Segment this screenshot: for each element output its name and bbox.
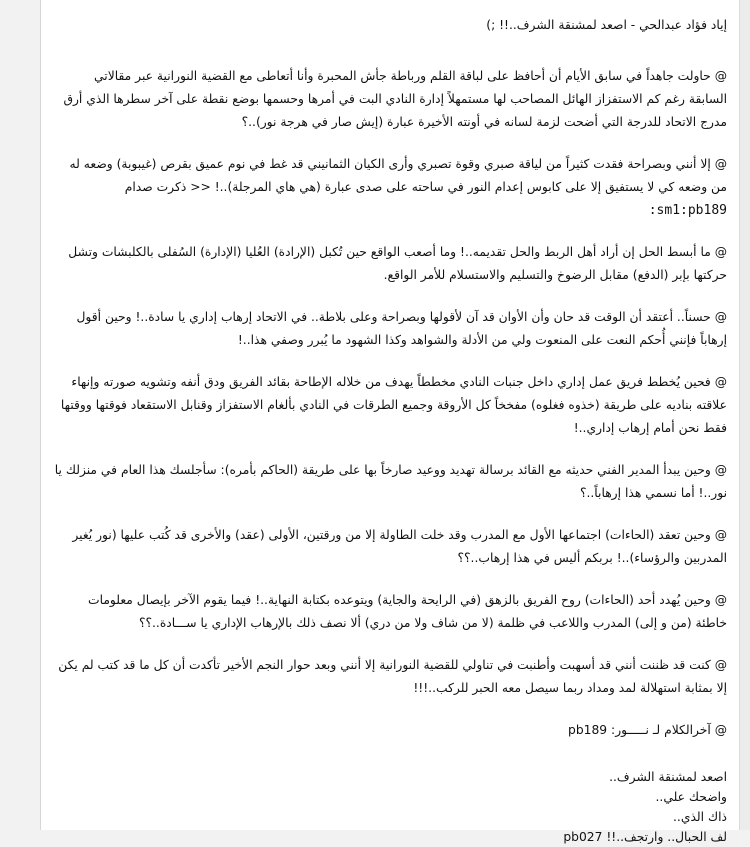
- post-title: إياد فؤاد عبدالحي - اصعد لمشنقة الشرف..!! ;): [486, 18, 727, 32]
- paragraph-3: @ ما أبسط الحل إن أراد أهل الربط والحل تقديمه..! وما أصعب الواقع حين تُكبل (الإرادة) العُليا (الإدارة) السُفلى بالكلبشات وتشل حركتها بإبر (الدفع) مقابل الرضوخ والتسليم والاستسلام للأمر الواقع.: [68, 245, 727, 282]
- paragraph-8: @ وحين يُهدد أحد (الحاءات) روح الفريق بالزهق (في الرايحة والجاية) ويتوعده بكتابة النهاية..! فيما يقوم الآخر بإيصال معلومات خاطئة (من و إلى) المدرب واللاعب في ظلمة (لا من شاف ولا من دري) ألا نصف ذلك بالإرهاب الإداري يا ســـادة..؟؟: [88, 593, 727, 630]
- signoff-line-3: ذاك الذي..: [673, 810, 727, 824]
- paragraph-2-text: @ إلا أنني وبصراحة فقدت كثيراً من لياقة صبري وقوة تصبري وأرى الكيان الثمانيني قد غط في نوم عميق بقرص (غيبوبة) وضعه له من وضعه كي لا يستفيق إلا على كابوس إعدام النور في ساحته على صدى عبارة (هي هاي المرجلة)..! << ذكرت صدام: [69, 157, 727, 194]
- paragraph-6: @ وحين يبدأ المدير الفني حديثه مع القائد برسالة تهديد ووعيد صارخاً بها على طريقة (الحاكم بأمره): سأجلسك هذا العام في منزلك يا نور..! أما نسمي هذا إرهاباً..؟: [54, 463, 727, 500]
- paragraph-9: @ كنت قد ظننت أنني قد أسهبت وأطنبت في تناولي للقضية النورانية إلا أنني وبعد حوار النجم الأخير تأكدت أن كل ما قد كتب لم يكن إلا بمثابة استهلالة لمد ومداد ربما سيصل معه الحبر للركب..!!!: [58, 658, 727, 695]
- forum-post: [40, 0, 740, 844]
- post-body: [53, 14, 727, 847]
- closing-line: @ آخرالكلام لـ نـــــور: pb189: [568, 723, 727, 737]
- paragraph-2: [53, 153, 727, 222]
- signoff-verse: [53, 757, 727, 847]
- paragraph-4: @ حسناً.. أعتقد أن الوقت قد حان وأن الأوان قد آن لأقولها وبصراحة وعلى بلاطة.. في الاتحاد إرهاب إداري يا سادة..! وحين أقول إرهاباً فإنني أُحكم النعت على المنعوت ولي من الأدلة والشواهد وكذا الشهود ما يُبرر وصفي هذا..!: [76, 310, 727, 347]
- signoff-line-4: لف الحبال.. وارتجف..!! pb027: [563, 830, 727, 844]
- signoff-line-1: اصعد لمشنقة الشرف..: [609, 770, 727, 784]
- signoff-line-2: واضحك علي..: [655, 790, 727, 804]
- paragraph-1: @ حاولت جاهداً في سابق الأيام أن أحافظ على لباقة القلم ورباطة جأش المحبرة وأنا أتعاطى مع القضية النورانية عبر مقالاتي السابقة رغم كم الاستفزاز الهائل المصاحب لها مستمهلاً إدارة النادي البت في أمرها وحسمها بوضع نقطة على آخر سطرها الذي أرق مدرج الاتحاد للدرجة التي أضحت لزمة لسانه في أونته الأخيرة عبارة (إيش صار في هرجة نور)..؟: [63, 69, 727, 129]
- smiley-code: sm1:pb189:: [648, 203, 727, 218]
- paragraph-5: @ فحين يُخطط فريق عمل إداري داخل جنبات النادي مخططاً يهدف من خلاله الإطاحة بقائد الفريق ودق أنفه وتشويه صورته وإنهاء علاقته بناديه على طريقة (خذوه فغلوه) مفخخاً كل الأروقة وجميع الطرقات في النادي بألغام الاستفزاز وقنابل الاستقعاد فوقتها ووقتها فقط نحن أمام إرهاب إداري..!: [60, 375, 727, 435]
- scrollbar-track[interactable]: [739, 0, 750, 830]
- paragraph-7: @ وحين تعقد (الحاءات) اجتماعها الأول مع المدرب وقد خلت الطاولة إلا من ورقتين، الأولى (عقد) والأخرى قد كُتب عليها (نور يُغير المدربين والرؤساء)..! بربكم أليس في هذا إرهاب..؟؟: [72, 528, 727, 565]
